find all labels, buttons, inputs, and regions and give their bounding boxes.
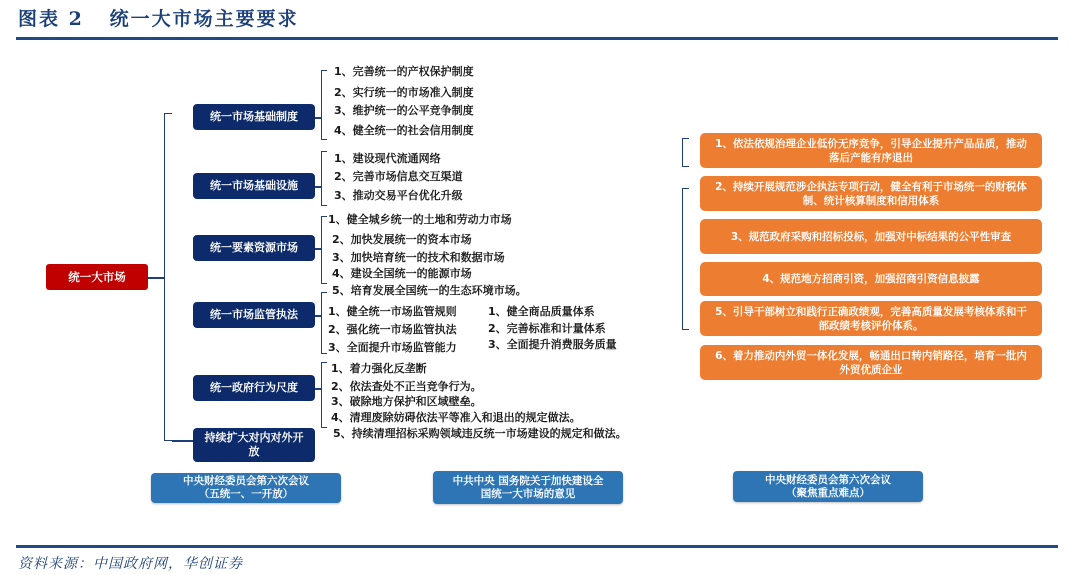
list-item: 3、全面提升消费服务质量 (488, 338, 617, 351)
sub-bracket (321, 151, 327, 206)
sub-bracket (321, 292, 327, 354)
source-note: 资料来源：中国政府网，华创证券 (18, 556, 243, 572)
branch-factor-markets (193, 235, 315, 261)
list-item: 1、健全城乡统一的土地和劳动力市场 (328, 213, 512, 226)
requirement-box-5: 5、引导干部树立和践行正确政绩观，完善高质量发展考核体系和干部政绩考核评价体系。 (700, 301, 1042, 336)
branch-market-institutions (193, 104, 315, 130)
requirement-box-4: 4、规范地方招商引资，加强招商引资信息披露 (700, 262, 1042, 296)
orange-bracket-1 (682, 138, 689, 167)
root-connector (148, 277, 164, 279)
footer-rule (16, 545, 1058, 548)
branch-label: 统一政府行为尺度 (210, 381, 298, 394)
list-item: 3、维护统一的公平竞争制度 (334, 104, 474, 117)
root-node (46, 264, 148, 290)
list-item: 2、实行统一的市场准入制度 (334, 86, 474, 99)
list-item: 3、破除地方保护和区域壁垒。 (331, 395, 482, 408)
source-box-2 (433, 471, 623, 504)
list-item: 2、强化统一市场监管执法 (328, 323, 457, 336)
list-item: 1、着力强化反垄断 (331, 362, 427, 375)
source-line: （聚焦重点难点） (786, 486, 870, 499)
requirement-box-3: 3、规范政府采购和招标投标，加强对中标结果的公平性审查 (700, 219, 1042, 254)
list-item: 4、健全统一的社会信用制度 (334, 124, 474, 137)
root-label: 统一大市场 (68, 270, 126, 284)
branch-government-conduct (193, 375, 315, 401)
source-box-3 (733, 471, 923, 502)
branch-label: 统一市场基础设施 (210, 179, 298, 192)
list-item: 2、依法查处不正当竞争行为。 (331, 380, 482, 393)
branch-label: 统一市场监管执法 (210, 308, 298, 321)
source-line: 中共中央 国务院关于加快建设全 (452, 474, 604, 487)
branch-market-regulation (193, 302, 315, 328)
requirement-box-6: 6、着力推动内外贸一体化发展，畅通出口转内销路径，培育一批内外贸优质企业 (700, 345, 1042, 380)
sub-bracket (321, 216, 327, 284)
source-line: （五统一、一开放） (198, 488, 294, 500)
source-line: 中央财经委员会第六次会议 (183, 475, 309, 487)
list-item: 1、健全统一市场监管规则 (328, 305, 457, 318)
list-item: 1、建设现代流通网络 (334, 152, 441, 165)
list-item: 2、完善标准和计量体系 (488, 322, 606, 335)
sub-bracket (321, 362, 327, 428)
orange-bracket-2 (682, 188, 689, 330)
list-item: 3、推动交易平台优化升级 (334, 189, 463, 202)
header-rule (16, 37, 1058, 40)
main-bracket (164, 113, 172, 441)
requirement-box-2: 2、持续开展规范涉企执法专项行动，健全有利于市场统一的财税体制、统计核算制度和信用体系 (700, 176, 1042, 211)
branch-label: 统一市场基础制度 (210, 110, 298, 123)
figure-title: 图表 2 统一大市场主要要求 (18, 8, 299, 30)
branch-label: 持续扩大对内对外开放 (204, 431, 304, 458)
list-item: 1、健全商品质量体系 (488, 305, 595, 318)
list-item: 3、加快培育统一的技术和数据市场 (332, 251, 505, 264)
list-item: 4、清理废除妨碍依法平等准入和退出的规定做法。 (331, 411, 581, 424)
list-item: 2、完善市场信息交互渠道 (334, 170, 463, 183)
list-item: 4、建设全国统一的能源市场 (332, 267, 472, 280)
branch-label: 统一要素资源市场 (210, 241, 298, 254)
branch-connector (172, 440, 193, 442)
list-item: 3、全面提升市场监管能力 (328, 341, 457, 354)
requirement-box-1: 1、依法依规治理企业低价无序竞争，引导企业提升产品品质，推动落后产能有序退出 (700, 133, 1042, 168)
list-item: 5、培育发展全国统一的生态环境市场。 (332, 284, 527, 297)
list-item: 5、持续清理招标采购领域违反统一市场建设的规定和做法。 (333, 427, 627, 440)
source-line: 国统一大市场的意见 (480, 487, 576, 500)
list-item: 2、加快发展统一的资本市场 (332, 233, 472, 246)
sub-bracket (321, 70, 327, 140)
source-line: 中央财经委员会第六次会议 (765, 473, 891, 486)
source-box-1 (151, 473, 341, 503)
list-item: 1、完善统一的产权保护制度 (334, 65, 474, 78)
branch-opening-up (193, 428, 315, 462)
branch-market-infrastructure (193, 173, 315, 199)
